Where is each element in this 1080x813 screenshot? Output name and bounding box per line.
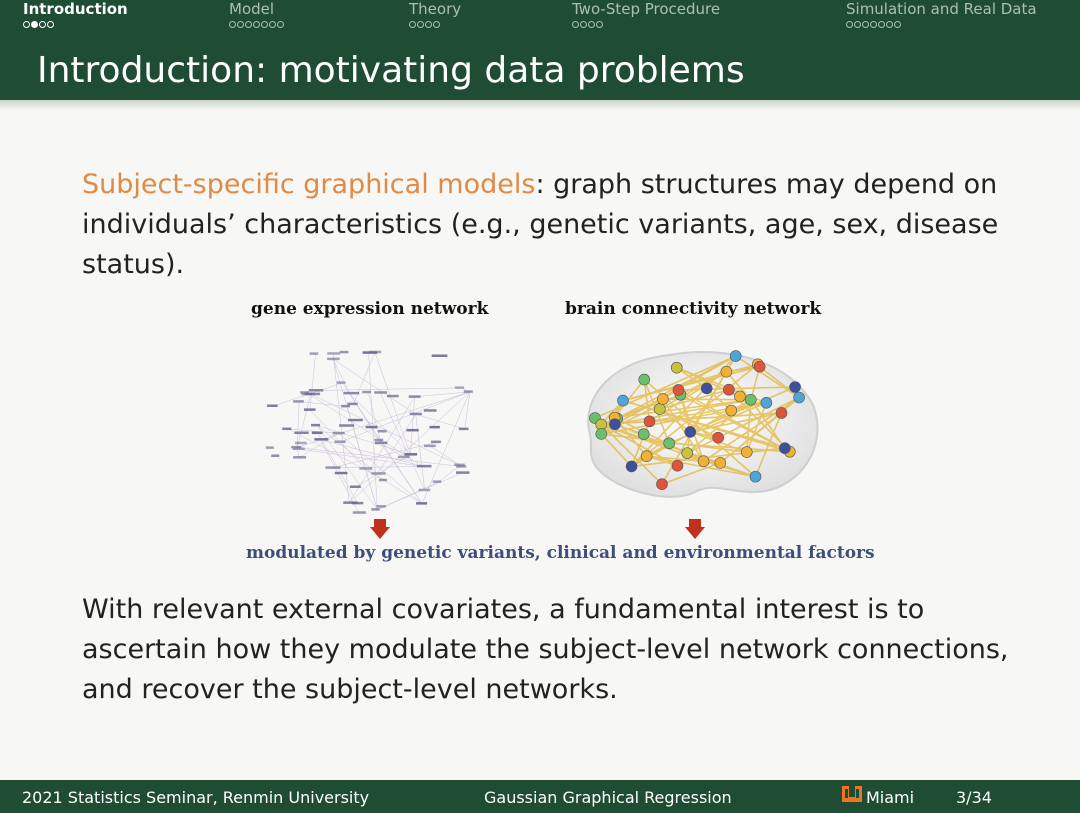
brain-network-title: brain connectivity network [565, 299, 822, 319]
nav-dot-icon[interactable] [580, 21, 587, 28]
nav-slide-dots [229, 21, 285, 31]
page-number: 3/34 [956, 788, 992, 807]
nav-slide-dots [846, 21, 1037, 31]
slide-title: Introduction: motivating data problems [37, 50, 745, 91]
figure-caption: modulated by genetic variants, clinical and environmental factors [246, 543, 875, 563]
nav-section-introduction[interactable] [23, 0, 128, 31]
nav-section-label: Model [229, 0, 275, 18]
intro-paragraph [82, 165, 1012, 285]
nav-dot-icon[interactable] [596, 21, 603, 28]
nav-section-label: Two-Step Procedure [572, 0, 721, 18]
footer-institution: Miami [866, 788, 915, 807]
nav-dot-icon[interactable] [409, 21, 416, 28]
gene-network-image [240, 325, 500, 530]
nav-dot-icon[interactable] [245, 21, 252, 28]
miami-u-logo-icon [840, 784, 864, 808]
brain-network-image [575, 340, 825, 510]
nav-section-label: Introduction [23, 0, 128, 18]
down-arrow-icon [684, 518, 706, 540]
nav-dot-icon[interactable] [47, 21, 54, 28]
title-shadow [0, 100, 1080, 110]
section-navigation [0, 0, 1080, 42]
footer-talk-title: Gaussian Graphical Regression [484, 788, 732, 807]
nav-dot-icon[interactable] [39, 21, 46, 28]
slide-title-bar [0, 42, 1080, 100]
nav-section-model[interactable] [229, 0, 285, 31]
highlight-term: Subject-specific graphical models [82, 169, 536, 200]
nav-dot-icon[interactable] [433, 21, 440, 28]
nav-slide-dots [572, 21, 720, 31]
down-arrow-icon [369, 518, 391, 540]
nav-dot-icon[interactable] [261, 21, 268, 28]
motivation-paragraph: With relevant external covariates, a fundamental interest is to ascertain how they modulate the subject-level network connections, and recover the subject-level networks. [82, 594, 1009, 705]
nav-dot-icon[interactable] [23, 21, 30, 28]
intro-paragraph-text: : graph structures may depend on individuals’ characteristics (e.g., genetic variants, age, sex, disease status). [82, 169, 999, 280]
nav-section-simulation-real-data[interactable] [846, 0, 1037, 31]
nav-dot-icon[interactable] [237, 21, 244, 28]
nav-dot-icon[interactable] [870, 21, 877, 28]
nav-dot-icon[interactable] [31, 21, 38, 28]
nav-section-theory[interactable] [409, 0, 461, 31]
gene-network-title: gene expression network [251, 299, 489, 319]
nav-dot-icon[interactable] [886, 21, 893, 28]
nav-dot-icon[interactable] [894, 21, 901, 28]
nav-section-two-step-procedure[interactable] [572, 0, 720, 31]
nav-dot-icon[interactable] [572, 21, 579, 28]
nav-dot-icon[interactable] [854, 21, 861, 28]
nav-section-label: Simulation and Real Data [846, 0, 1037, 18]
nav-dot-icon[interactable] [862, 21, 869, 28]
nav-dot-icon[interactable] [277, 21, 284, 28]
slide-footer [0, 780, 1080, 813]
nav-dot-icon[interactable] [417, 21, 424, 28]
nav-dot-icon[interactable] [846, 21, 853, 28]
nav-dot-icon[interactable] [878, 21, 885, 28]
nav-dot-icon[interactable] [269, 21, 276, 28]
nav-slide-dots [23, 21, 128, 31]
nav-slide-dots [409, 21, 461, 31]
nav-dot-icon[interactable] [425, 21, 432, 28]
nav-dot-icon[interactable] [253, 21, 260, 28]
nav-section-label: Theory [409, 0, 462, 18]
nav-dot-icon[interactable] [229, 21, 236, 28]
footer-event: 2021 Statistics Seminar, Renmin University [22, 788, 370, 807]
nav-dot-icon[interactable] [588, 21, 595, 28]
